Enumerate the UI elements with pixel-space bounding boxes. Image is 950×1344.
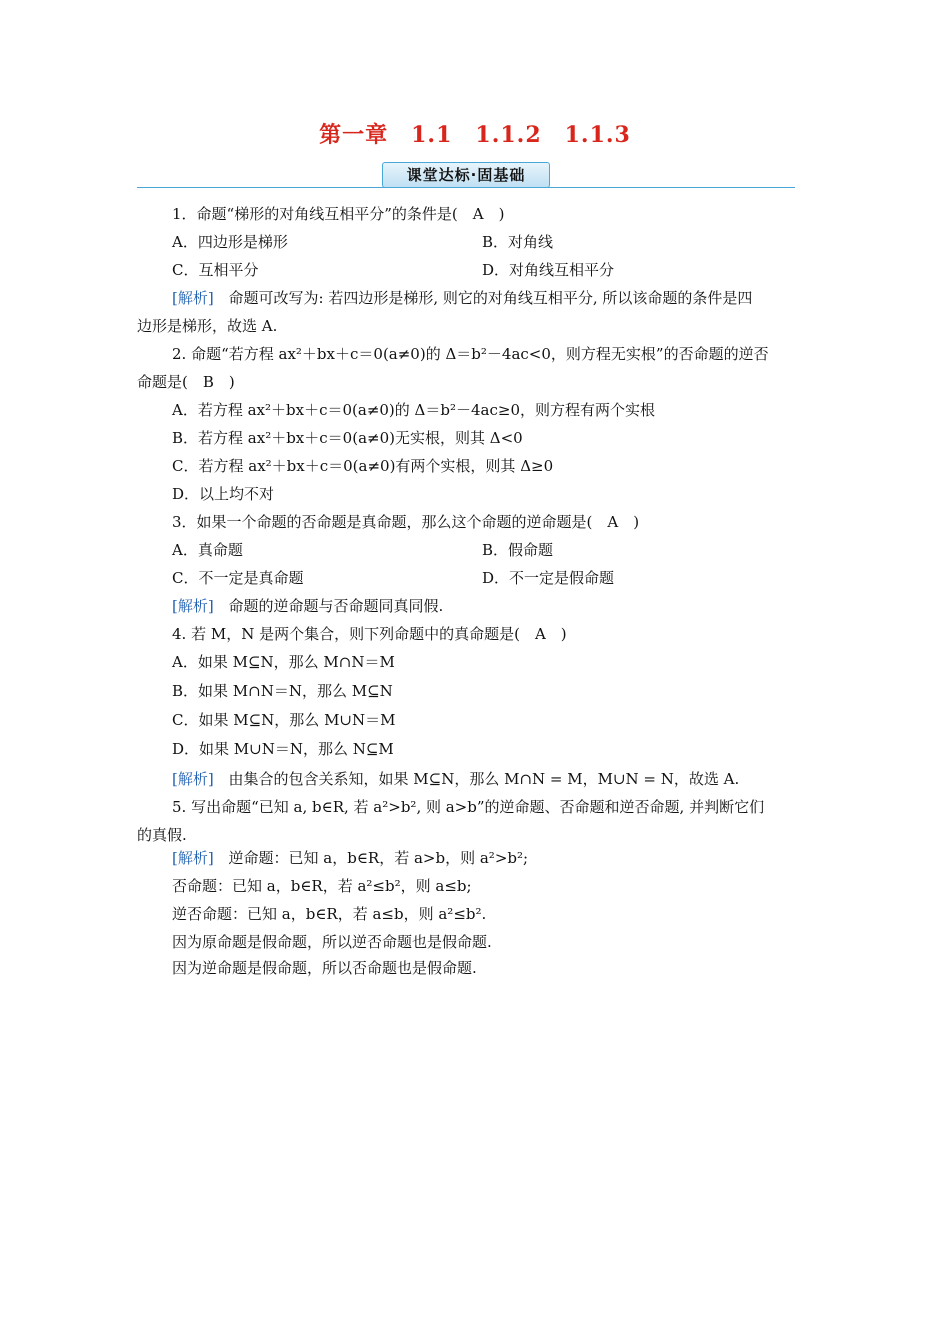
option-c: C．不一定是真命题: [172, 569, 304, 587]
solution-text: 因为逆命题是假命题，所以否命题也是假命题.: [172, 959, 477, 977]
question-3: 3．如果一个命题的否命题是真命题，那么这个命题的逆命题是( A ): [172, 513, 640, 531]
question-1: 1．命题“梯形的对角线互相平分”的条件是( A ): [172, 205, 505, 223]
solution-line: [172, 288, 752, 308]
option-d: D．以上均不对: [172, 485, 275, 503]
option-a: A．若方程 ax²＋bx＋c＝0(a≠0)的 Δ＝b²－4ac≥0，则方程有两个实根: [172, 401, 655, 419]
option-b: B．假命题: [482, 541, 554, 559]
page-title: 第一章 1.1 1.1.2 1.1.3: [319, 122, 631, 148]
option-c: C．若方程 ax²＋bx＋c＝0(a≠0)有两个实根，则其 Δ≥0: [172, 457, 554, 475]
solution-tag: [解析]: [172, 597, 214, 615]
option-b: B．对角线: [482, 233, 554, 251]
solution-text: 因为原命题是假命题，所以逆否命题也是假命题.: [172, 933, 492, 951]
question-4: 4. 若 M，N 是两个集合，则下列命题中的真命题是( A ): [172, 625, 567, 643]
solution-line: [172, 769, 739, 789]
option-a: A．如果 M⊆N，那么 M∩N＝M: [172, 653, 395, 671]
solution-tag: [解析]: [172, 770, 214, 788]
solution-text: 命题可改写为: 若四边形是梯形, 则它的对角线互相平分, 所以该命题的条件是四: [228, 289, 753, 307]
solution-tag: [解析]: [172, 289, 214, 307]
section-banner: [137, 160, 795, 190]
banner-label: 课堂达标·固基础: [382, 162, 550, 188]
solution-text: 由集合的包含关系知，如果 M⊆N，那么 M∩N = M，M∪N = N，故选 A.: [228, 770, 740, 788]
question-5-cont: 的真假.: [137, 826, 187, 844]
option-d: D．如果 M∪N＝N，那么 N⊆M: [172, 740, 394, 758]
option-b: B．若方程 ax²＋bx＋c＝0(a≠0)无实根，则其 Δ<0: [172, 429, 523, 447]
question-2-cont: 命题是( B ): [137, 373, 235, 391]
option-c: C．互相平分: [172, 261, 259, 279]
question-2: 2. 命题“若方程 ax²＋bx＋c＝0(a≠0)的 Δ＝b²－4ac<0，则方程无实根”的否命题的逆否: [172, 345, 769, 363]
solution-text: 逆命题：已知 a，b∈R，若 a>b，则 a²>b²;: [228, 849, 529, 867]
option-d: D．对角线互相平分: [482, 261, 615, 279]
solution-line: [172, 848, 528, 868]
option-d: D．不一定是假命题: [482, 569, 615, 587]
question-5: 5. 写出命题“已知 a, b∈R, 若 a²>b², 则 a>b”的逆命题、否命题和逆否命题, 并判断它们: [172, 798, 765, 816]
solution-text: 命题的逆命题与否命题同真同假.: [228, 597, 444, 615]
option-c: C．如果 M⊆N，那么 M∪N＝M: [172, 711, 396, 729]
solution-text: 否命题：已知 a，b∈R，若 a²≤b²，则 a≤b;: [172, 877, 472, 895]
solution-text: 逆否命题：已知 a，b∈R，若 a≤b，则 a²≤b².: [172, 905, 487, 923]
solution-line: [172, 596, 443, 616]
solution-text-cont: 边形是梯形，故选 A.: [137, 317, 278, 335]
option-a: A．真命题: [172, 541, 243, 559]
option-a: A．四边形是梯形: [172, 233, 288, 251]
solution-tag: [解析]: [172, 849, 214, 867]
option-b: B．如果 M∩N＝N，那么 M⊆N: [172, 682, 393, 700]
